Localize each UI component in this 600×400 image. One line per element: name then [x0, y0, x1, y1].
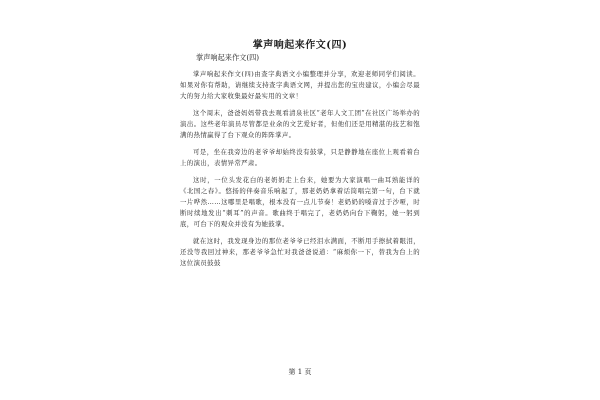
paragraph-3: 可是，坐在我旁边的老爷爷却始终没有鼓掌，只是静静地在座位上观看着台上的演出，表情异常严肃。 [180, 148, 420, 167]
document-title: 掌声响起来作文(四) [252, 40, 348, 51]
paragraph-5: 就在这时，我发现身边的那位老爷爷已经泪水满面，不断用手擦拭着眼泪，还没等我回过神来，那老爷爷急忙对我爸爸说道：“麻烦你一下，替我为台上的这位演员鼓鼓 [180, 237, 420, 267]
page-number: 第 1 页 [288, 368, 312, 376]
document-body [180, 36, 420, 275]
paragraph-1: 掌声响起来作文(四)由查字典语文小编整理并分享，欢迎老师同学们阅读。如果对你有帮助，请继续支持查字典语文网，并提出您的宝贵建议，小编会尽最大的努力给大家收集最好最实用的文章！ [180, 70, 420, 100]
document-subtitle: 掌声响起来作文(四) [196, 53, 260, 62]
paragraph-2: 这个周末，爸爸妈妈带我去观看清泉社区“老年人文工团”在社区广场举办的演出。这些老年演员尽管都是业余的文艺爱好者，但他们还是用精湛的技艺和饱满的热情赢得了台下观众的阵阵掌声。 [180, 109, 420, 139]
paragraph-4: 这时，一位头发花白的老奶奶走上台来，她要为大家演唱一曲耳熟能详的《北国之春》。悠扬的伴奏音乐响起了，那老奶奶拿着话筒唱完第一句，台下就一片哗然……这哪里是唱歌，根本没有一点儿节奏！老奶奶的嗓音过于沙哑，时断时续地发出“刺耳”的声音。歌曲终于唱完了，老奶奶向台下鞠躬，她一躬到底，可台下的观众并没有为她鼓掌。 [180, 176, 420, 228]
